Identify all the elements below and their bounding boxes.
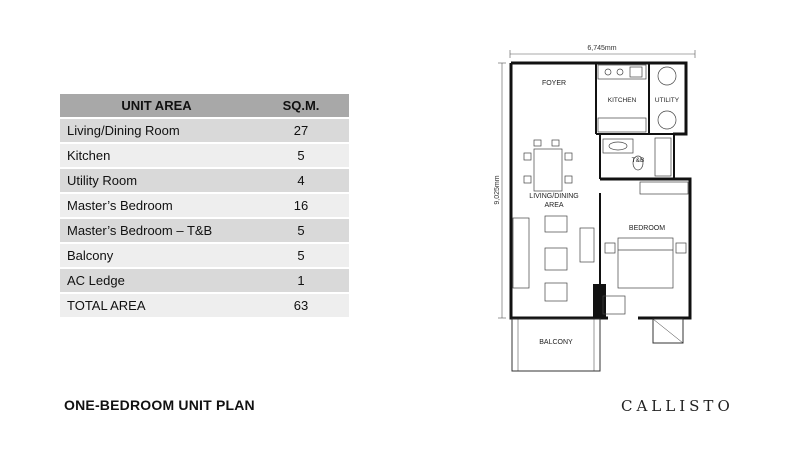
label-tb: T&B: [631, 157, 645, 164]
total-value: 63: [253, 294, 349, 317]
row-name: Master’s Bedroom: [60, 194, 253, 217]
bedroom-furniture: [603, 182, 688, 314]
label-balcony: BALCONY: [539, 339, 573, 346]
total-name: TOTAL AREA: [60, 294, 253, 317]
row-name: Balcony: [60, 244, 253, 267]
label-utility: UTILITY: [654, 97, 680, 104]
table-row: [60, 219, 349, 242]
brand-logo: CALLISTO: [621, 397, 734, 415]
width-dim-label: 6,745mm: [587, 45, 617, 52]
column: [593, 284, 606, 318]
table-total-row: [60, 294, 349, 317]
table-row: [60, 244, 349, 267]
table-row: [60, 144, 349, 167]
label-bedroom: BEDROOM: [628, 225, 666, 232]
ac-ledge: [653, 319, 683, 343]
plan-title: ONE-BEDROOM UNIT PLAN: [64, 397, 255, 413]
label-living-line1: LIVING/DINING: [529, 193, 579, 200]
row-value: 16: [253, 194, 349, 217]
row-name: AC Ledge: [60, 269, 253, 292]
row-value: 1: [253, 269, 349, 292]
row-value: 27: [253, 119, 349, 142]
row-value: 5: [253, 219, 349, 242]
row-value: 4: [253, 169, 349, 192]
height-dim-label: 9,025mm: [494, 175, 501, 205]
header-sqm: SQ.M.: [253, 94, 349, 117]
floor-plan: [490, 38, 710, 378]
living-dining-furniture: [513, 140, 594, 301]
row-name: Master’s Bedroom – T&B: [60, 219, 253, 242]
unit-area-table: [60, 92, 349, 319]
row-name: Kitchen: [60, 144, 253, 167]
label-kitchen: KITCHEN: [607, 97, 637, 104]
label-foyer: FOYER: [541, 80, 567, 87]
table-row: [60, 119, 349, 142]
row-name: Living/Dining Room: [60, 119, 253, 142]
label-living-line2: AREA: [544, 202, 564, 209]
row-name: Utility Room: [60, 169, 253, 192]
table-row: [60, 169, 349, 192]
header-unit-area: UNIT AREA: [60, 94, 253, 117]
row-value: 5: [253, 144, 349, 167]
row-value: 5: [253, 244, 349, 267]
table-header-row: [60, 94, 349, 117]
table-row: [60, 269, 349, 292]
table-row: [60, 194, 349, 217]
